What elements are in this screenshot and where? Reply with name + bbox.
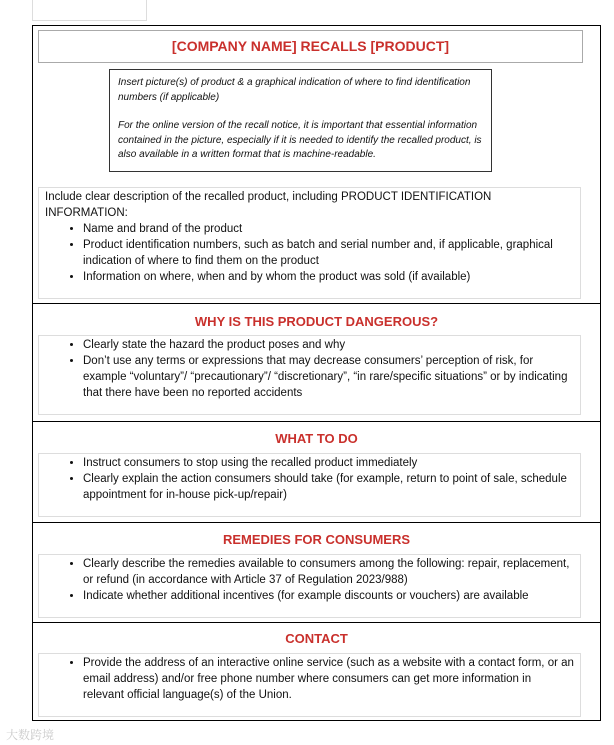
list-item: • Indicate whether additional incentives (for example discounts or vouchers) are available — [83, 588, 574, 604]
recall-notice-template — [32, 25, 601, 721]
list-item: • Clearly describe the remedies available to consumers among the following: repair, replacement, or refund (in accordance with Article 37 of Regulation 2023/988) — [83, 556, 574, 588]
product-description-box — [38, 187, 581, 299]
section-heading: WHY IS THIS PRODUCT DANGEROUS? — [194, 314, 439, 329]
watermark-logo: 大数跨境 — [6, 728, 55, 742]
picture-placeholder — [109, 69, 492, 172]
section-heading: WHAT TO DO — [275, 431, 358, 446]
list-item: • Information on where, when and by whom the product was sold (if available) — [83, 269, 574, 285]
section-box — [38, 453, 581, 517]
list-item: • Name and brand of the product — [83, 221, 574, 237]
product-intro: Include clear description of the recalled product, including PRODUCT IDENTIFICATION INFORMATION: — [45, 191, 492, 219]
section-remedies — [33, 522, 600, 623]
list-item: • Don’t use any terms or expressions that may decrease consumers’ perception of risk, for example “voluntary”/ “precautionary”/ “discretionary”, “in rare/specific situations” or by indicating that there have been no reported accidents — [83, 353, 574, 401]
section-heading: CONTACT — [285, 631, 348, 646]
notice-title: [COMPANY NAME] RECALLS [PRODUCT] — [38, 30, 583, 63]
picture-note: Insert picture(s) of product & a graphical indication of where to find identification numbers (if applicable) — [118, 77, 471, 103]
page-tab — [32, 0, 147, 21]
section-danger — [33, 303, 600, 422]
list-item: • Clearly state the hazard the product poses and why — [83, 337, 574, 353]
section-box — [38, 554, 581, 618]
section-heading: REMEDIES FOR CONSUMERS — [222, 532, 411, 547]
section-box — [38, 335, 581, 415]
list-item: • Instruct consumers to stop using the recalled product immediately — [83, 455, 574, 471]
section-what-to-do — [33, 421, 600, 523]
section-contact — [33, 622, 600, 722]
list-item: • Provide the address of an interactive online service (such as a website with a contact form, or an email address) and/or free phone number where consumers can get more information in relevant official language(s) of the Union. — [83, 655, 574, 703]
picture-note: For the online version of the recall notice, it is important that essential information contained in the picture, especially if it is needed to identify the recalled product, is also available in a written format that is machine-readable. — [118, 120, 482, 160]
list-item: • Clearly explain the action consumers should take (for example, return to point of sale, schedule appointment for in-house pick-up/repair) — [83, 471, 574, 503]
section-box — [38, 653, 581, 717]
list-item: • Product identification numbers, such as batch and serial number and, if applicable, graphical indication of where to find them on the product — [83, 237, 574, 269]
